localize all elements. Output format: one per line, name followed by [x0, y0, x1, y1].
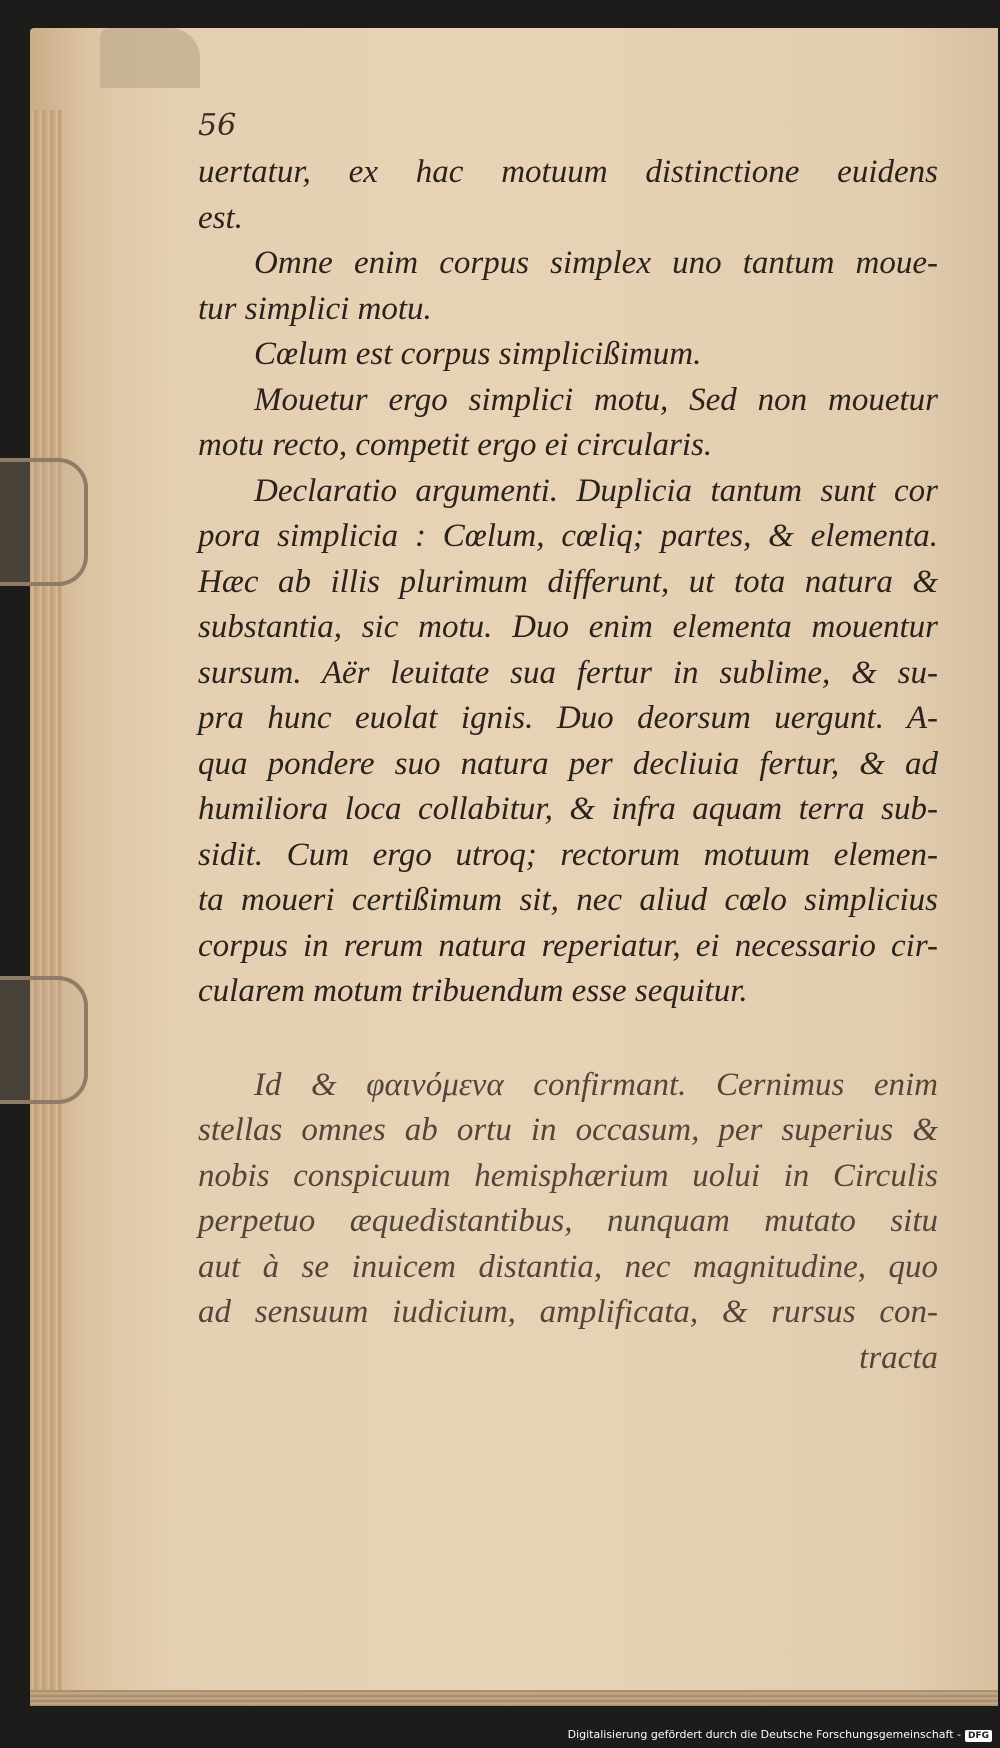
text-line: substantia, sic motu. Duo enim elementa mouentur: [198, 609, 938, 645]
text-line: tur simplici motu.: [198, 290, 432, 327]
text-line: ta moueri certißimum sit, nec aliud cœlo simplicius: [198, 882, 938, 918]
text-line: corpus in rerum natura reperiatur, ei necessario cir-: [198, 927, 938, 964]
text-line: perpetuo æquedistantibus, nunquam mutato situ: [198, 1203, 938, 1239]
text-line: pra hunc euolat ignis. Duo deorsum uergunt. A-: [198, 700, 938, 736]
text-line: humiliora loca collabitur, & infra aquam terra sub-: [198, 791, 938, 827]
binding-clip-bottom: [0, 976, 88, 1104]
text-line: Cœlum est corpus simplicißimum.: [254, 336, 702, 372]
credit-text: Digitalisierung gefördert durch die Deutsche Forschungsgemeinschaft -: [567, 1728, 961, 1741]
page-number: 56: [198, 108, 237, 143]
text-line: qua pondere suo natura per decliuia fertur, & ad: [198, 745, 938, 782]
digitization-credit: [0, 1728, 992, 1742]
text-line: aut à se inuicem distantia, nec magnitudine, quo: [198, 1248, 938, 1285]
text-line: uertatur, ex hac motuum distinctione euidens: [198, 154, 938, 190]
page-edges: [30, 110, 62, 1690]
page-text: [198, 150, 938, 1381]
catchword: tracta: [859, 1339, 938, 1376]
text-line: motu recto, competit ergo ei circularis.: [198, 427, 713, 463]
text-line: ad sensuum iudicium, amplificata, & rursus con-: [198, 1294, 938, 1330]
text-line: sidit. Cum ergo utroq; rectorum motuum elemen-: [198, 836, 938, 873]
text-line: Id & φαινόμενα confirmant. Cernimus enim: [254, 1066, 938, 1103]
text-line: Hæc ab illis plurimum differunt, ut tota natura &: [198, 563, 938, 600]
text-line: Omne enim corpus simplex uno tantum moue-: [254, 245, 938, 281]
text-line: Declaratio argumenti. Duplicia tantum sunt cor: [254, 472, 938, 509]
text-line: est.: [198, 199, 243, 236]
text-line: pora simplicia : Cœlum, cœliq; partes, & elementa.: [198, 518, 938, 554]
text-line: Mouetur ergo simplici motu, Sed non mouetur: [254, 381, 938, 418]
dfg-logo: DFG: [965, 1730, 992, 1742]
page-edges-bottom: [30, 1690, 998, 1706]
text-line: cularem motum tribuendum esse sequitur.: [198, 973, 748, 1009]
text-line: sursum. Aër leuitate sua fertur in sublime, & su-: [198, 654, 938, 691]
binding-clip-top: [0, 458, 88, 586]
text-line: stellas omnes ab ortu in occasum, per superius &: [198, 1112, 938, 1148]
text-line: nobis conspicuum hemisphærium uolui in Circulis: [198, 1157, 938, 1194]
torn-corner: [100, 28, 200, 88]
